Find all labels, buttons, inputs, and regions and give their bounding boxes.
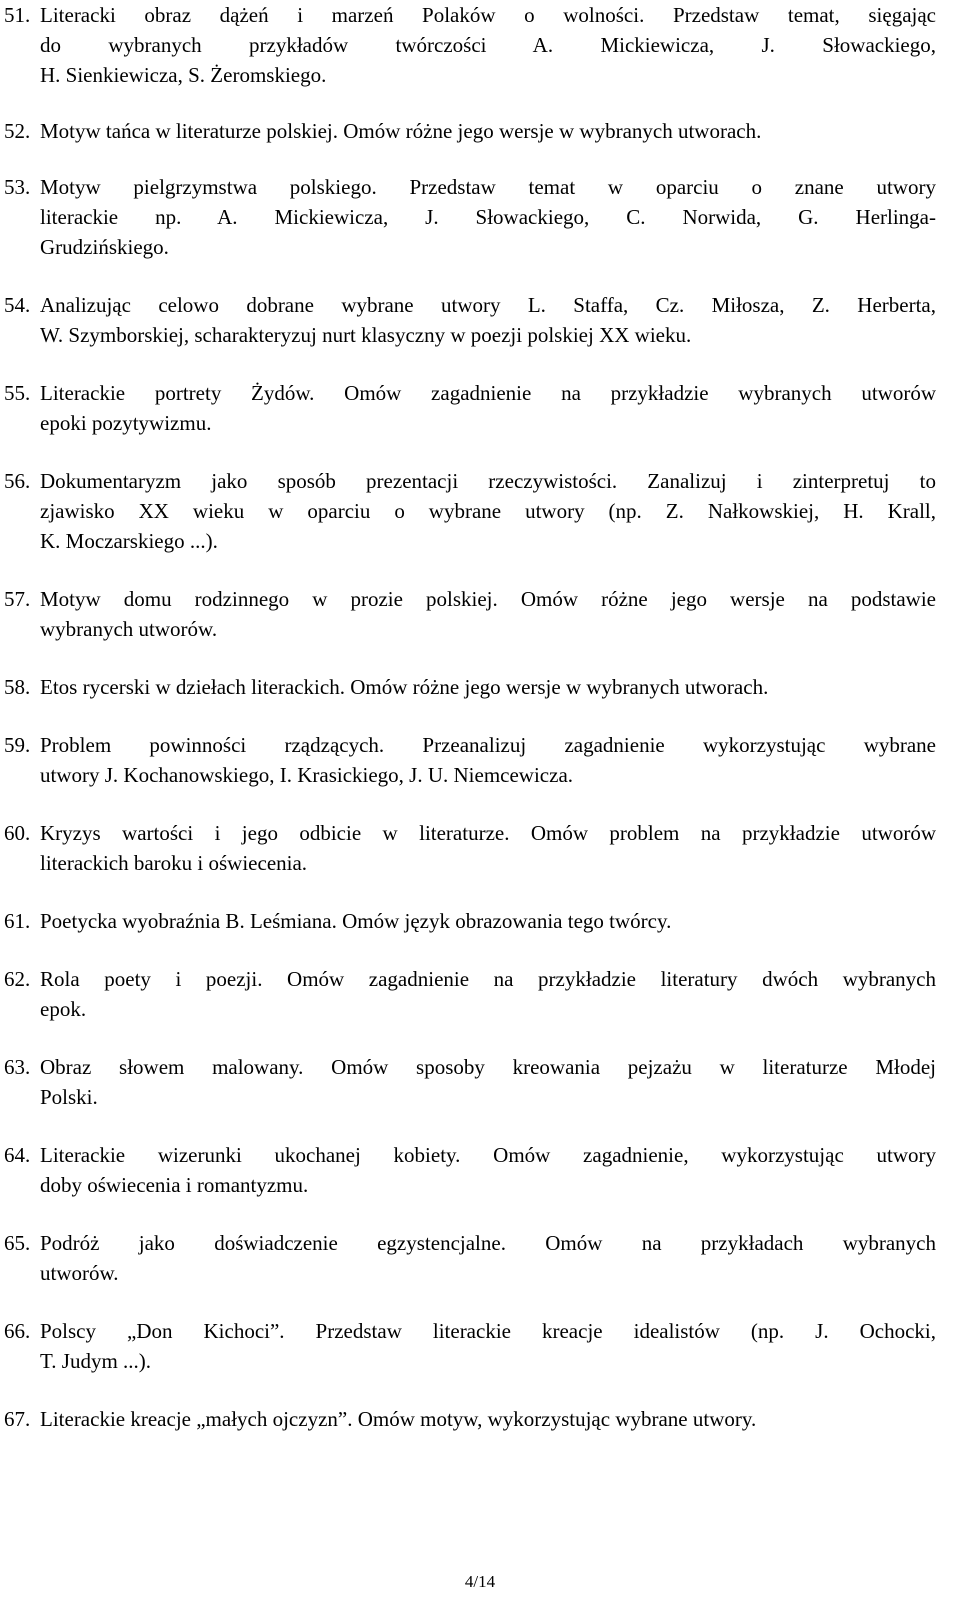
item-number: 66.: [4, 1319, 31, 1343]
item-number: 65.: [4, 1231, 31, 1255]
item-text-line: epoki pozytywizmu.: [40, 411, 212, 435]
item-text-line: Dokumentaryzm jako sposób prezentacji rzeczywistości. Zanalizuj i zinterpretuj to: [40, 469, 936, 493]
item-number: 61.: [4, 909, 31, 933]
item-number: 59.: [4, 733, 31, 757]
item-text-line: Problem powinności rządzących. Przeanalizuj zagadnienie wykorzystując wybrane: [40, 733, 936, 757]
item-text-line: utworów.: [40, 1261, 119, 1285]
item-text-line: Literackie portrety Żydów. Omów zagadnienie na przykładzie wybranych utworów: [40, 381, 936, 405]
item-number: 51.: [4, 3, 31, 27]
item-text-line: Literackie wizerunki ukochanej kobiety. Omów zagadnienie, wykorzystując utwory: [40, 1143, 936, 1167]
item-text-line: Kryzys wartości i jego odbicie w literaturze. Omów problem na przykładzie utworów: [40, 821, 936, 845]
item-text-line: W. Szymborskiej, scharakteryzuj nurt klasyczny w poezji polskiej XX wieku.: [40, 323, 692, 347]
item-text-line: Literacki obraz dążeń i marzeń Polaków o wolności. Przedstaw temat, sięgając: [40, 3, 936, 27]
item-text-line: literackie np. A. Mickiewicza, J. Słowackiego, C. Norwida, G. Herlinga-: [40, 205, 936, 229]
item-text-line: epok.: [40, 997, 87, 1021]
item-text-line: Grudzińskiego.: [40, 235, 169, 259]
item-number: 53.: [4, 175, 31, 199]
item-text-line: Motyw tańca w literaturze polskiej. Omów różne jego wersje w wybranych utworach.: [40, 119, 762, 143]
item-text-line: Etos rycerski w dziełach literackich. Omów różne jego wersje w wybranych utworach.: [40, 675, 769, 699]
item-text-line: zjawisko XX wieku w oparciu o wybrane utwory (np. Z. Nałkowskiej, H. Krall,: [40, 499, 936, 523]
item-text-line: Analizując celowo dobrane wybrane utwory L. Staffa, Cz. Miłosza, Z. Herberta,: [40, 293, 936, 317]
item-number: 58.: [4, 675, 31, 699]
item-number: 52.: [4, 119, 31, 143]
item-number: 56.: [4, 469, 31, 493]
item-text-line: Polscy „Don Kichoci”. Przedstaw literackie kreacje idealistów (np. J. Ochocki,: [40, 1319, 936, 1343]
item-number: 57.: [4, 587, 31, 611]
item-text-line: K. Moczarskiego ...).: [40, 529, 218, 553]
item-number: 63.: [4, 1055, 31, 1079]
item-text-line: wybranych utworów.: [40, 617, 218, 641]
item-number: 62.: [4, 967, 31, 991]
item-text-line: Polski.: [40, 1085, 98, 1109]
item-text-line: Literackie kreacje „małych ojczyzn”. Omów motyw, wykorzystując wybrane utwory.: [40, 1407, 757, 1431]
page-number: 4/14: [464, 1572, 496, 1591]
item-text-line: Obraz słowem malowany. Omów sposoby kreowania pejzażu w literaturze Młodej: [40, 1055, 936, 1079]
item-number: 60.: [4, 821, 31, 845]
item-text-line: doby oświecenia i romantyzmu.: [40, 1173, 309, 1197]
item-text-line: literackich baroku i oświecenia.: [40, 851, 308, 875]
item-text-line: Poetycka wyobraźnia B. Leśmiana. Omów język obrazowania tego twórcy.: [40, 909, 672, 933]
item-text-line: Podróż jako doświadczenie egzystencjalne. Omów na przykładach wybranych: [40, 1231, 936, 1255]
item-text-line: do wybranych przykładów twórczości A. Mickiewicza, J. Słowackiego,: [40, 33, 936, 57]
item-text-line: Motyw pielgrzymstwa polskiego. Przedstaw temat w oparciu o znane utwory: [40, 175, 936, 199]
item-number: 64.: [4, 1143, 31, 1167]
item-number: 67.: [4, 1407, 31, 1431]
item-text-line: Motyw domu rodzinnego w prozie polskiej. Omów różne jego wersje na podstawie: [40, 587, 936, 611]
item-number: 54.: [4, 293, 31, 317]
item-text-line: utwory J. Kochanowskiego, I. Krasickiego, J. U. Niemcewicza.: [40, 763, 574, 787]
item-text-line: Rola poety i poezji. Omów zagadnienie na przykładzie literatury dwóch wybranych: [40, 967, 936, 991]
item-text-line: H. Sienkiewicza, S. Żeromskiego.: [40, 63, 327, 87]
item-text-line: T. Judym ...).: [40, 1349, 152, 1373]
item-number: 55.: [4, 381, 31, 405]
